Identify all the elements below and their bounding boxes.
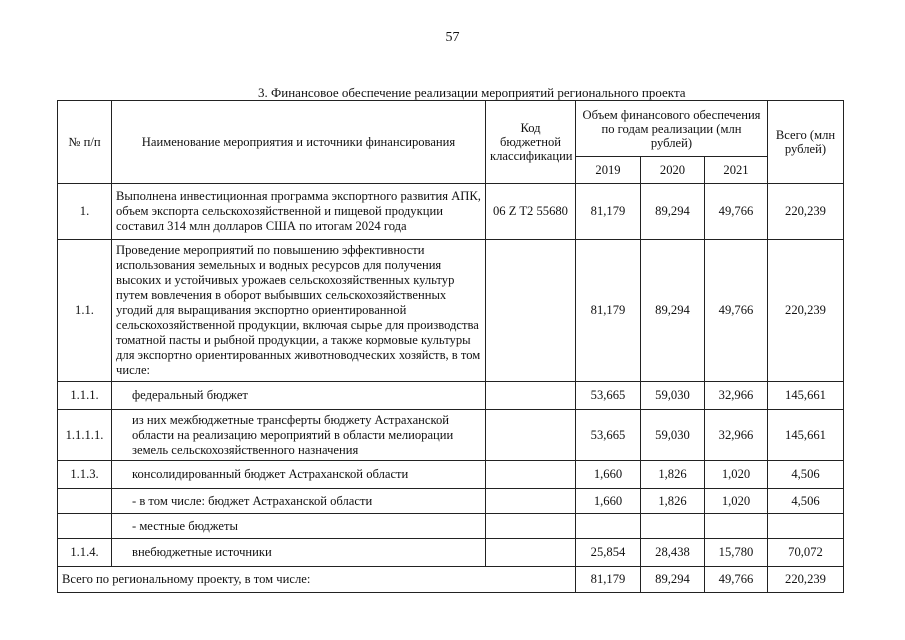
header-year: 2019 <box>576 157 641 184</box>
financing-table <box>57 100 844 593</box>
row-total: 220,239 <box>768 184 844 240</box>
row-value-2021: 1,020 <box>705 461 768 489</box>
table-row <box>58 461 844 489</box>
row-value-2021: 1,020 <box>705 489 768 514</box>
row-num <box>58 514 112 539</box>
row-total: 145,661 <box>768 382 844 410</box>
total-value: 220,239 <box>768 567 844 593</box>
header-code: Код бюджетной классификации <box>486 101 576 184</box>
header-year: 2020 <box>641 157 705 184</box>
row-value-2019: 81,179 <box>576 240 641 382</box>
header-num: № п/п <box>58 101 112 184</box>
row-code <box>486 539 576 567</box>
row-code <box>486 489 576 514</box>
table-row <box>58 240 844 382</box>
total-value-2019: 81,179 <box>576 567 641 593</box>
total-row <box>58 567 844 593</box>
row-code <box>486 410 576 461</box>
header-total: Всего (млн рублей) <box>768 101 844 184</box>
row-code <box>486 240 576 382</box>
row-value-2021: 15,780 <box>705 539 768 567</box>
row-num: 1.1.1.1. <box>58 410 112 461</box>
row-value-2021: 32,966 <box>705 410 768 461</box>
page-number: 57 <box>445 30 460 45</box>
row-code <box>486 382 576 410</box>
row-value-2020: 59,030 <box>641 410 705 461</box>
row-value-2020: 28,438 <box>641 539 705 567</box>
row-value-2019: 81,179 <box>576 184 641 240</box>
row-value-2020: 89,294 <box>641 240 705 382</box>
row-name: - местные бюджеты <box>112 514 486 539</box>
row-value-2019 <box>576 514 641 539</box>
row-name: Проведение мероприятий по повышению эффективности использования земельных и водных ресурсов для получения высоких и устойчивых урожаев сельскохозяйственных культур путем вовлечения в оборот выбывших сельскохозяйственных угодий для выращивания экспортно ориентированной сельскохозяйственной продукции, включая сырье для производства томатной пасты и рыбной продукции, а также кормовые культуры для экспортно ориентированных животноводческих хозяйств, в том числе: <box>112 240 486 382</box>
table-row <box>58 514 844 539</box>
header-year: 2021 <box>705 157 768 184</box>
row-value-2019: 53,665 <box>576 410 641 461</box>
row-code <box>486 461 576 489</box>
row-total: 145,661 <box>768 410 844 461</box>
row-name: - в том числе: бюджет Астраханской области <box>112 489 486 514</box>
row-name: внебюджетные источники <box>112 539 486 567</box>
row-code: 06 Z T2 55680 <box>486 184 576 240</box>
total-value-2021: 49,766 <box>705 567 768 593</box>
row-name: консолидированный бюджет Астраханской области <box>112 461 486 489</box>
row-total: 70,072 <box>768 539 844 567</box>
row-value-2021: 49,766 <box>705 240 768 382</box>
row-value-2019: 25,854 <box>576 539 641 567</box>
row-num: 1.1. <box>58 240 112 382</box>
table-row <box>58 184 844 240</box>
row-total: 4,506 <box>768 489 844 514</box>
row-code <box>486 514 576 539</box>
row-value-2020: 1,826 <box>641 489 705 514</box>
row-value-2020: 89,294 <box>641 184 705 240</box>
row-total: 4,506 <box>768 461 844 489</box>
row-name: из них межбюджетные трансферты бюджету Астраханской области на реализацию мероприятий в области мелиорации земель сельскохозяйственного назначения <box>112 410 486 461</box>
table-title: 3. Финансовое обеспечение реализации мероприятий регионального проекта <box>258 85 686 100</box>
row-value-2019: 53,665 <box>576 382 641 410</box>
row-value-2021: 49,766 <box>705 184 768 240</box>
row-name: Выполнена инвестиционная программа экспортного развития АПК, объем экспорта сельскохозяйственной и пищевой продукции составил 314 млн долларов США по итогам 2024 года <box>112 184 486 240</box>
row-name: федеральный бюджет <box>112 382 486 410</box>
row-value-2020: 59,030 <box>641 382 705 410</box>
row-value-2019: 1,660 <box>576 461 641 489</box>
table-row <box>58 382 844 410</box>
row-value-2021 <box>705 514 768 539</box>
row-num: 1.1.4. <box>58 539 112 567</box>
table-row <box>58 489 844 514</box>
row-value-2021: 32,966 <box>705 382 768 410</box>
total-value-2020: 89,294 <box>641 567 705 593</box>
row-total: 220,239 <box>768 240 844 382</box>
header-name: Наименование мероприятия и источники финансирования <box>112 101 486 184</box>
row-num: 1.1.1. <box>58 382 112 410</box>
row-value-2019: 1,660 <box>576 489 641 514</box>
header-years-group: Объем финансового обеспечения по годам реализации (млн рублей) <box>576 101 768 157</box>
row-value-2020: 1,826 <box>641 461 705 489</box>
row-num: 1.1.3. <box>58 461 112 489</box>
row-num <box>58 489 112 514</box>
total-label: Всего по региональному проекту, в том числе: <box>58 567 576 593</box>
table-row <box>58 539 844 567</box>
row-total <box>768 514 844 539</box>
row-value-2020 <box>641 514 705 539</box>
header-row <box>58 101 844 157</box>
row-num: 1. <box>58 184 112 240</box>
table-row <box>58 410 844 461</box>
